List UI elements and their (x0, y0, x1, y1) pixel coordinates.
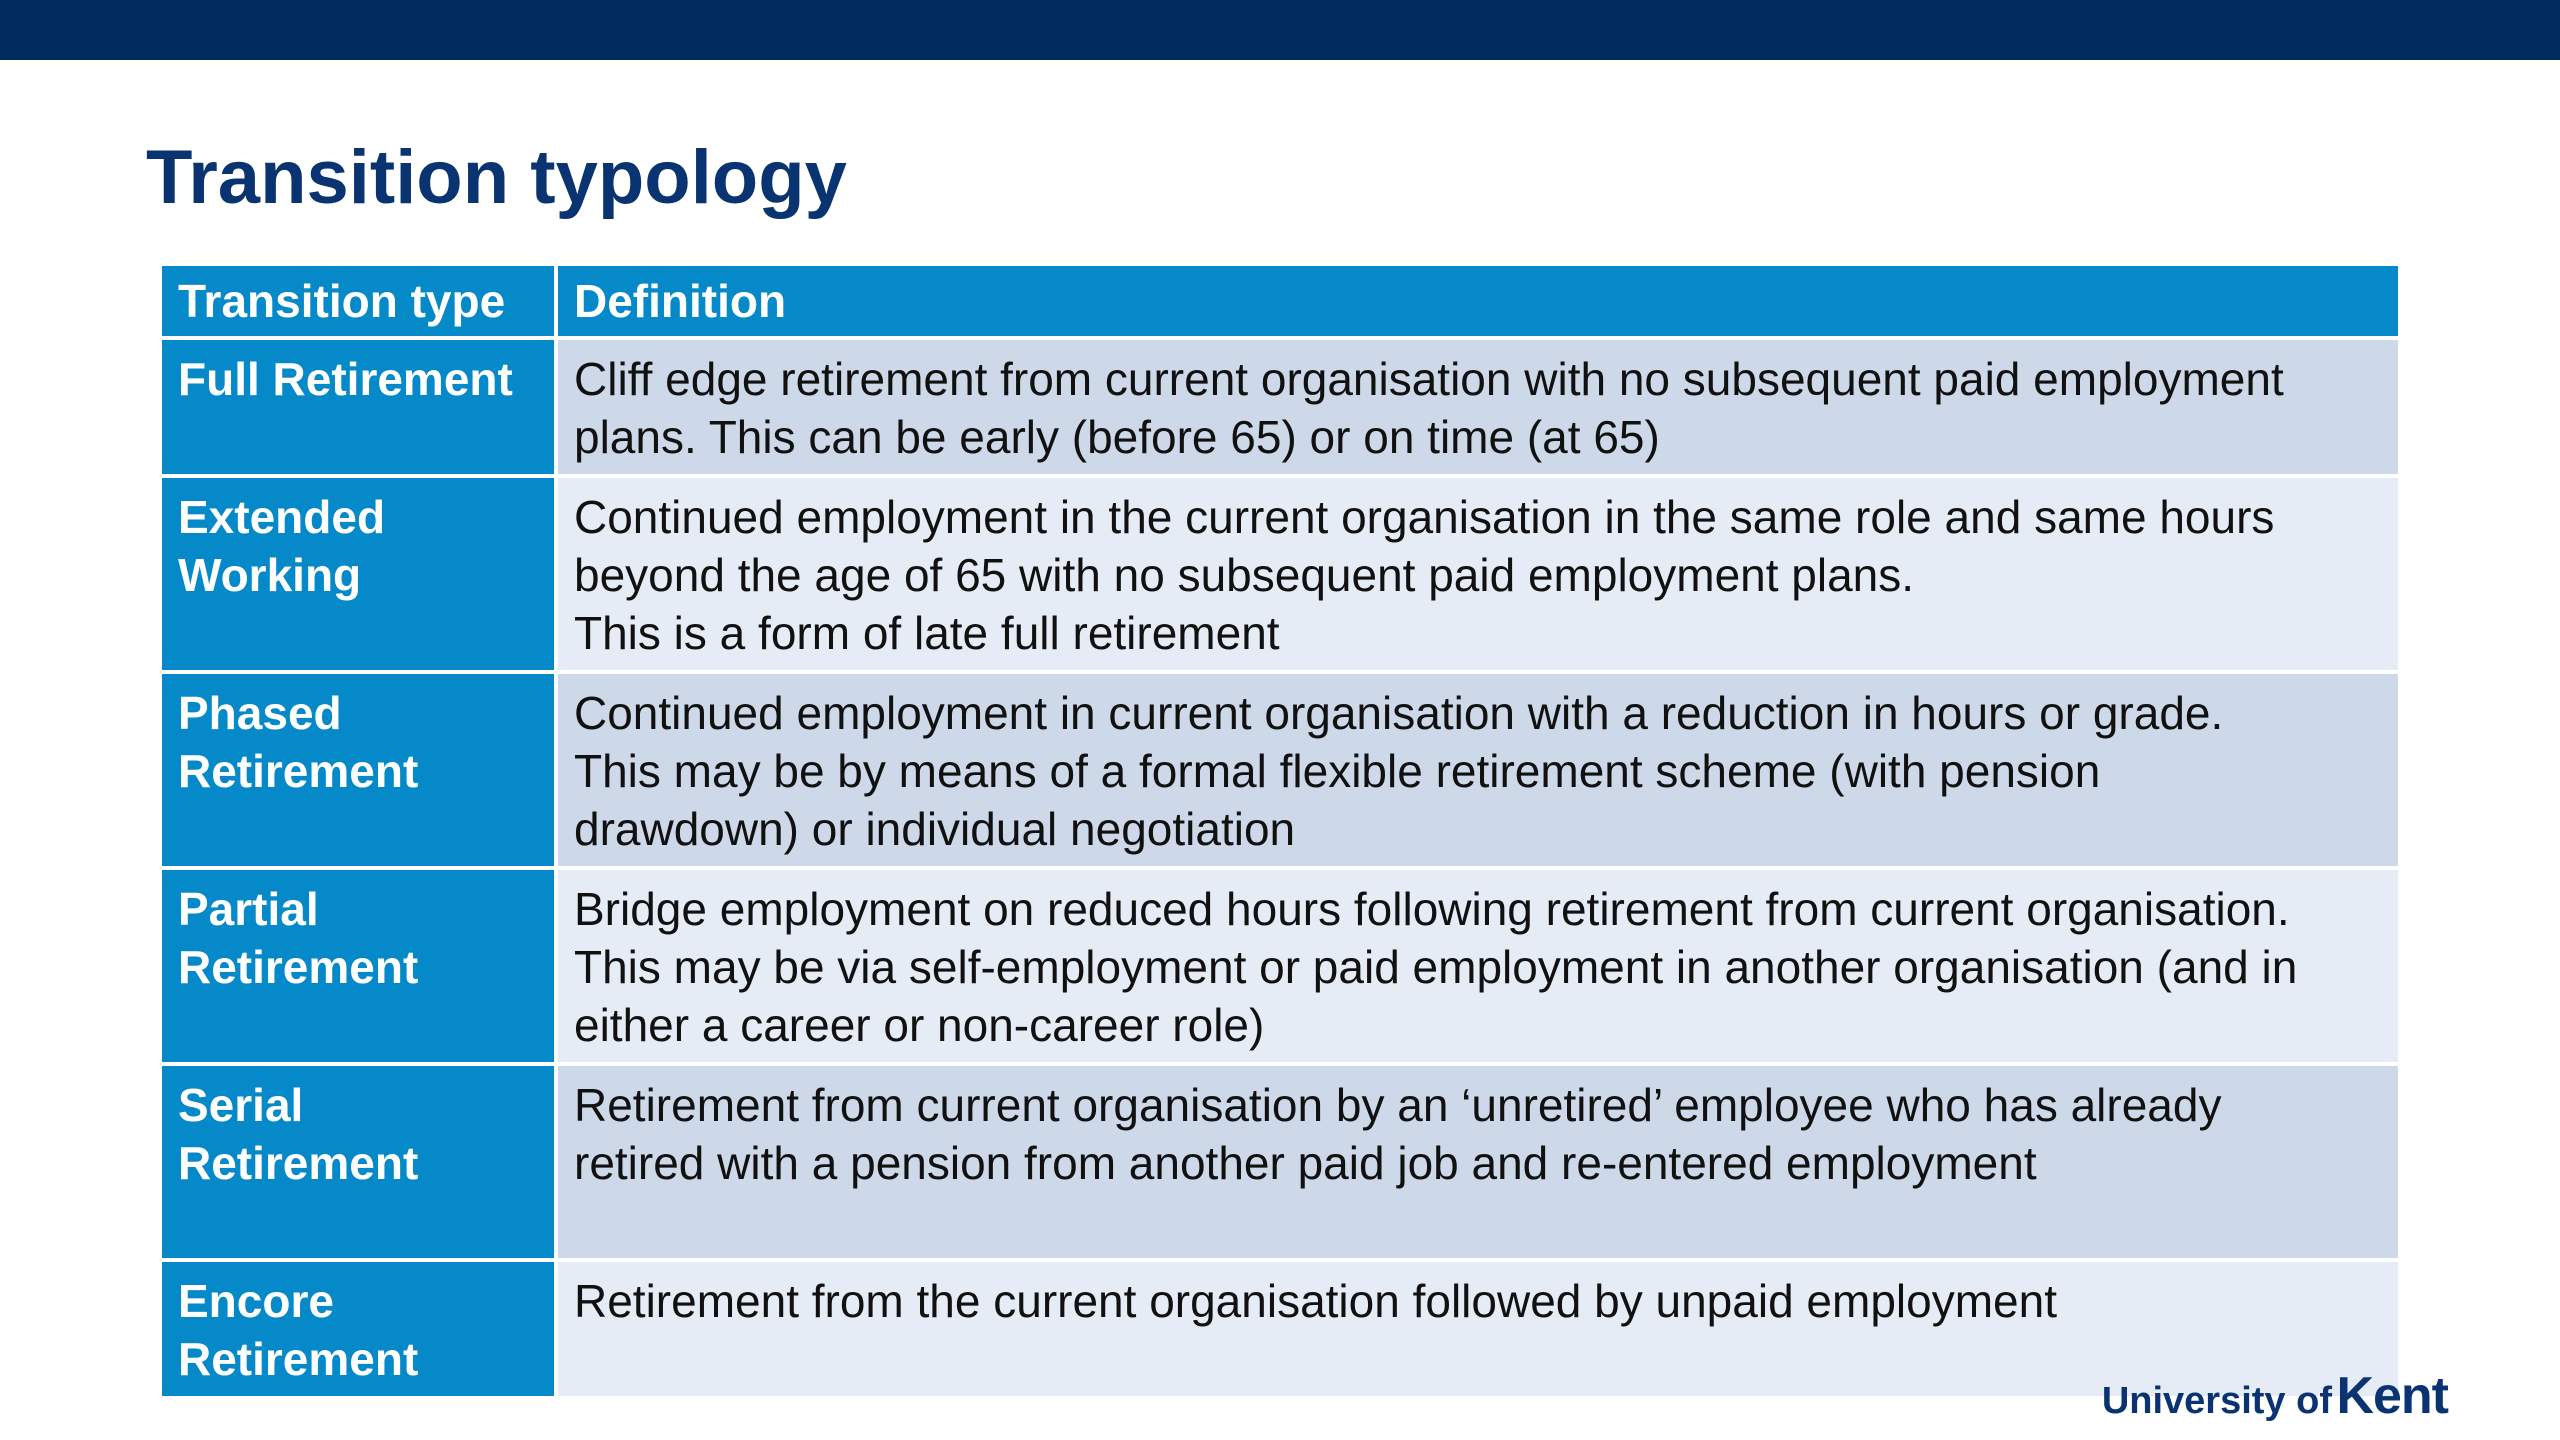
definition-line: Continued employment in the current organisation in the same role and same hours (574, 491, 2275, 543)
table-header-row (160, 264, 2400, 338)
page-title: Transition typology (146, 135, 847, 220)
definition-line: retired with a pension from another paid job and re-entered employment (574, 1137, 2037, 1189)
table-row (160, 1064, 2400, 1260)
top-bar (0, 0, 2560, 60)
definition-line: This may be by means of a formal flexible retirement scheme (with pension (574, 745, 2101, 797)
row-type: Extended Working (160, 476, 556, 672)
row-definition (556, 476, 2400, 672)
definition-line: Retirement from the current organisation followed by unpaid employment (574, 1275, 2057, 1327)
definition-line: drawdown) or individual negotiation (574, 803, 1296, 855)
row-definition (556, 1064, 2400, 1260)
definition-line: Continued employment in current organisation with a reduction in hours or grade. (574, 687, 2224, 739)
row-type: Partial Retirement (160, 868, 556, 1064)
table-row (160, 672, 2400, 868)
table-row (160, 868, 2400, 1064)
table-row (160, 338, 2400, 476)
row-definition (556, 868, 2400, 1064)
row-type: Serial Retirement (160, 1064, 556, 1260)
header-definition: Definition (556, 264, 2400, 338)
definition-line: plans. This can be early (before 65) or on time (at 65) (574, 411, 1660, 463)
definition-line: Retirement from current organisation by an ‘unretired’ employee who has already (574, 1079, 2222, 1131)
definition-line: either a career or non-career role) (574, 999, 1265, 1051)
logo-name: Kent (2336, 1367, 2448, 1425)
definition-line: This is a form of late full retirement (574, 607, 1280, 659)
row-definition (556, 672, 2400, 868)
logo-prefix: University of (2101, 1380, 2332, 1422)
definition-line: Cliff edge retirement from current organisation with no subsequent paid employment (574, 353, 2284, 405)
row-type: Encore Retirement (160, 1260, 556, 1398)
table-row (160, 1260, 2400, 1398)
row-type: Phased Retirement (160, 672, 556, 868)
definition-line: Bridge employment on reduced hours following retirement from current organisation. (574, 883, 2290, 935)
header-transition-type: Transition type (160, 264, 556, 338)
definition-line: This may be via self-employment or paid employment in another organisation (and in (574, 941, 2298, 993)
university-logo (2102, 1366, 2448, 1426)
typology-table (158, 262, 2402, 1400)
definition-line: beyond the age of 65 with no subsequent paid employment plans. (574, 549, 1915, 601)
row-type: Full Retirement (160, 338, 556, 476)
table-row (160, 476, 2400, 672)
row-definition (556, 338, 2400, 476)
